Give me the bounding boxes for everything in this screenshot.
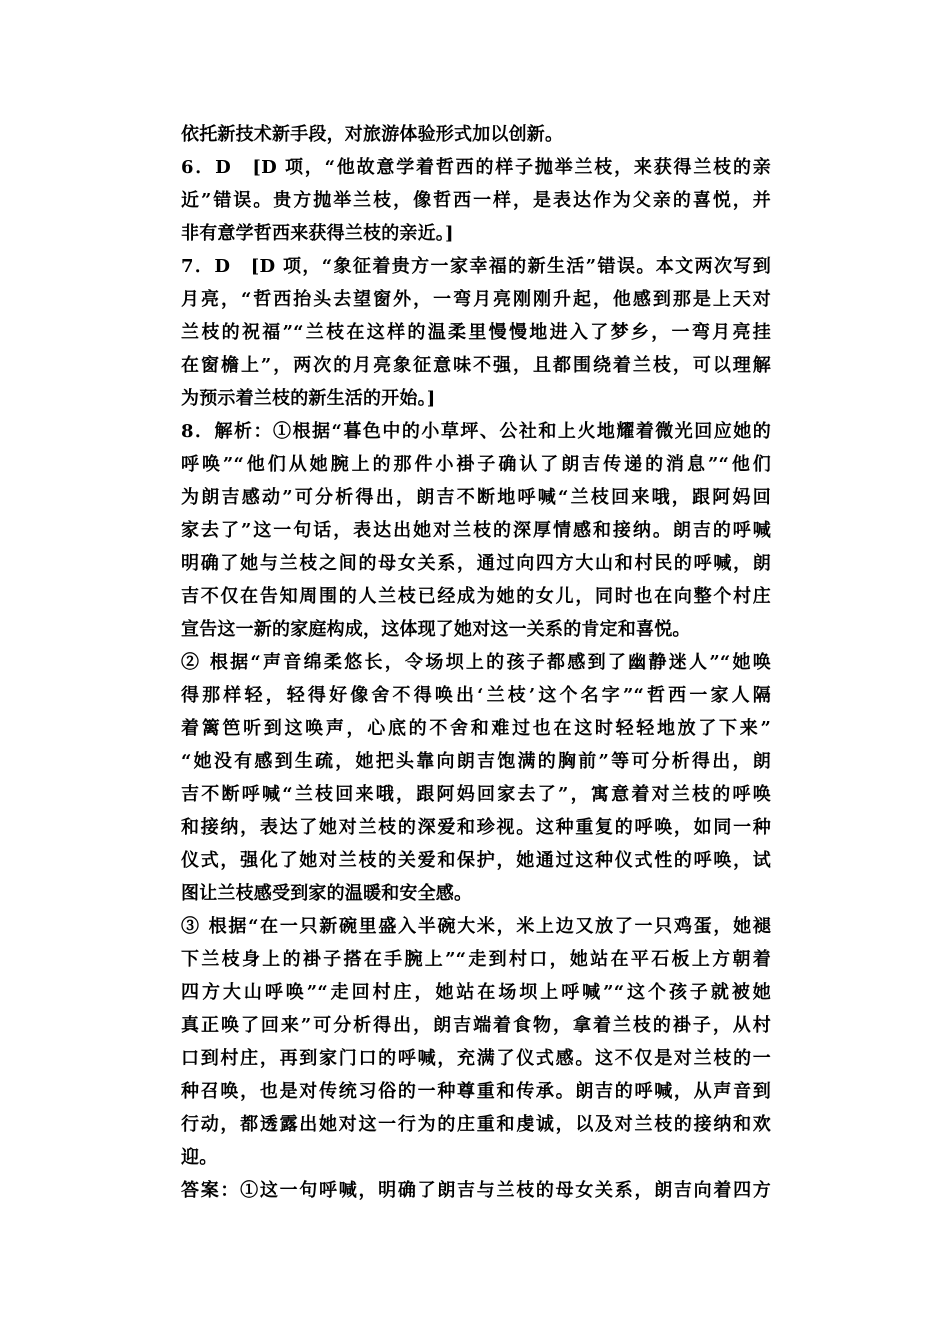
text-line: 四方大山呼唤”“走回村庄，她站在场坝上呼喊”“这个孩子就被她 — [181, 982, 771, 1003]
text-line: 真正唤了回来”可分析得出，朗吉端着食物，拿着兰枝的褂子，从村 — [181, 1015, 771, 1036]
text-line: 吉不仅在告知周围的人兰枝已经成为她的女儿，同时也在向整个村庄 — [181, 586, 771, 607]
text-line: 呼唤”“他们从她腕上的那件小褂子确认了朗吉传递的消息”“他们 — [181, 454, 771, 475]
text-line: 图让兰枝感受到家的温暖和安全感。 — [181, 883, 473, 904]
text-line: 为预示着兰枝的新生活的开始。] — [181, 388, 436, 409]
text-line: 8．解析：①根据“暮色中的小草坪、公社和上火地耀着微光回应她的 — [181, 421, 771, 442]
text-line: 口到村庄，再到家门口的呼喊，充满了仪式感。这不仅是对兰枝的一 — [181, 1048, 771, 1069]
text-line: 下兰枝身上的褂子搭在手腕上”“走到村口，她站在平石板上方朝着 — [181, 949, 771, 970]
answer-line — [181, 1174, 771, 1207]
text-line: 依托新技术新手段，对旅游体验形式加以创新。 — [181, 124, 564, 145]
text-line: 得那样轻，轻得好像舍不得唤出‘兰枝’这个名字”“哲西一家人隔 — [181, 685, 771, 706]
text-line: 为朗吉感动”可分析得出，朗吉不断地呼喊“兰枝回来哦，跟阿妈回 — [181, 487, 771, 508]
text-line: ③ 根据“在一只新碗里盛入半碗大米，米上边又放了一只鸡蛋，她褪 — [181, 916, 771, 937]
text-line: 在窗檐上”，两次的月亮象征意味不强，且都围绕着兰枝，可以理解 — [181, 355, 771, 376]
text-line: 种召唤，也是对传统习俗的一种尊重和传承。朗吉的呼喊，从声音到 — [181, 1081, 771, 1102]
text-line: 家去了”这一句话，表达出她对兰枝的深厚情感和接纳。朗吉的呼喊 — [181, 520, 771, 541]
answer-text: ①这一句呼喊，明确了朗吉与兰枝的母女关系，朗吉向着四方 — [240, 1180, 771, 1201]
text-line: 7．D [D 项，“象征着贵方一家幸福的新生活”错误。本文两次写到 — [181, 256, 771, 277]
text-line: 非有意学哲西来获得兰枝的亲近。] — [181, 223, 454, 244]
text-line: 迎。 — [181, 1147, 218, 1168]
text-line: 和接纳，表达了她对兰枝的深爱和珍视。这种重复的呼唤，如同一种 — [181, 817, 771, 838]
text-line: 6．D [D 项，“他故意学着哲西的样子抛举兰枝，来获得兰枝的亲 — [181, 157, 771, 178]
text-line: 明确了她与兰枝之间的母女关系，通过向四方大山和村民的呼喊，朗 — [181, 553, 771, 574]
text-line: “她没有感到生疏，她把头靠向朗吉饱满的胸前”等可分析得出，朗 — [181, 751, 771, 772]
text-line: 行动，都透露出她对这一行为的庄重和虔诚，以及对兰枝的接纳和欢 — [181, 1114, 771, 1135]
text-line: 仪式，强化了她对兰枝的关爱和保护，她通过这种仪式性的呼唤，试 — [181, 850, 771, 871]
text-line: ② 根据“声音绵柔悠长，令场坝上的孩子都感到了幽静迷人”“她唤 — [181, 652, 771, 673]
text-line: 兰枝的祝福”“兰枝在这样的温柔里慢慢地进入了梦乡，一弯月亮挂 — [181, 322, 771, 343]
text-line: 近”错误。贵方抛举兰枝，像哲西一样，是表达作为父亲的喜悦，并 — [181, 190, 771, 211]
text-line: 宣告这一新的家庭构成，这体现了她对这一关系的肯定和喜悦。 — [181, 619, 691, 640]
text-line: 吉不断呼喊“兰枝回来哦，跟阿妈回家去了”，寓意着对兰枝的呼唤 — [181, 784, 771, 805]
text-line: 着篱笆听到这唤声，心底的不舍和难过也在这时轻轻地放了下来” — [181, 718, 771, 739]
document-page — [181, 118, 771, 1207]
answer-label: 答案： — [181, 1180, 241, 1201]
text-line: 月亮，“哲西抬头去望窗外，一弯月亮刚刚升起，他感到那是上天对 — [181, 289, 771, 310]
